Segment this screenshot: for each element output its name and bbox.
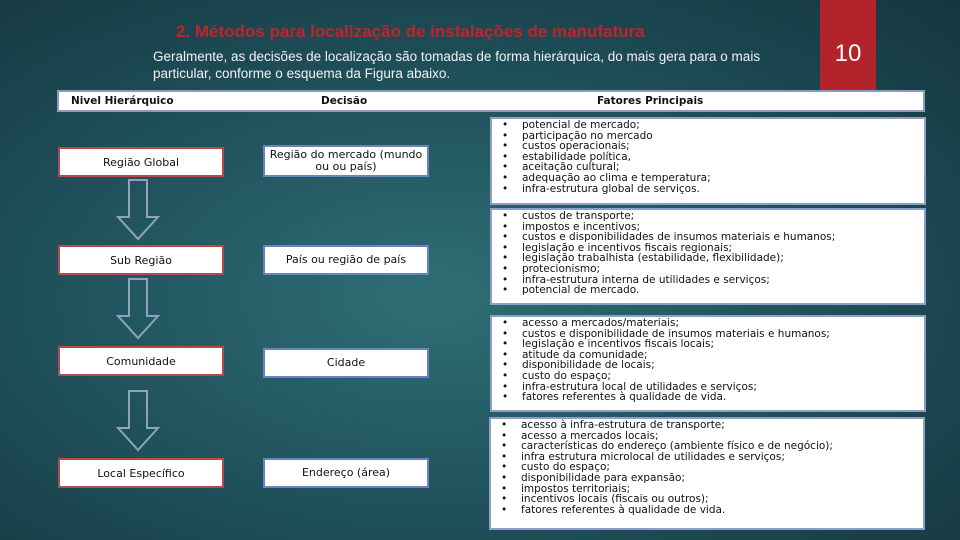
factor-item: • impostos territoriais; [499,484,919,495]
decision-label: País ou região de país [285,253,407,266]
factor-item: • adequação ao clima e temperatura; [500,173,920,184]
factors-list [500,318,920,403]
factor-item: • protecionismo; [500,264,920,275]
factor-item: • atitude da comunidade; [500,350,920,361]
slide-intro-text: Geralmente, as decisões de localização são tomadas de forma hierárquica, do mais gera para o mais particular, conforme o esquema da Figura abaixo. [153,49,761,81]
decision-box-market-region [263,145,429,177]
factor-item: • custos de transporte; [500,211,920,222]
factor-item: • fatores referentes à qualidade de vida. [499,505,919,516]
level-label: Região Global [102,155,179,169]
factors-box-global [490,117,926,205]
factors-box-specific-site [489,417,925,530]
factor-item: • disponibilidade para expansão; [499,473,919,484]
down-arrow-icon [116,179,160,241]
decision-label: Cidade [326,356,366,369]
factor-item: • custo do espaço; [500,371,920,382]
decision-box-city [263,348,429,378]
header-factors: Fatores Principais [597,95,704,107]
slide-title: 2. Métodos para localização de instalações de manufatura [176,22,645,41]
factor-item: • características do endereço (ambiente físico e de negócio); [499,441,919,452]
factor-item: • legislação trabalhista (estabilidade, flexibilidade); [500,253,920,264]
factor-item: • infra-estrutura local de utilidades e serviços; [500,382,920,393]
level-box-subregion [58,245,224,275]
down-arrow-icon [116,278,160,340]
factor-item: • legislação e incentivos fiscais regionais; [500,243,920,254]
header-level: Nivel Hierárquico [71,95,174,107]
factor-item: • custos e disponibilidades de insumos materiais e humanos; [500,232,920,243]
factor-item: • potencial de mercado; [500,120,920,131]
header-decision: Decisão [321,95,368,107]
factor-item: • infra-estrutura global de serviços. [500,184,920,195]
level-label: Sub Região [110,253,172,267]
factor-item: • infra estrutura microlocal de utilidades e serviços; [499,452,919,463]
factor-item: • estabilidade política, [500,152,920,163]
factor-item: • custos operacionais; [500,141,920,152]
decision-label: Endereço (área) [301,466,391,479]
page-number: 10 [834,40,862,67]
decision-label: Região do mercado (mundo ou ou país) [269,148,423,173]
factor-item: • custos e disponibilidade de insumos materiais e humanos; [500,329,920,340]
factor-item: • incentivos locais (fiscais ou outros); [499,494,919,505]
diagram-header [57,90,925,112]
level-box-global [58,147,224,177]
level-label: Local Específico [97,466,185,480]
factor-item: • fatores referentes à qualidade de vida. [500,392,920,403]
factor-item: • potencial de mercado. [500,285,920,296]
factors-box-subregion [490,208,926,305]
factor-item: • impostos e incentivos; [500,222,920,233]
level-box-community [58,346,224,376]
factor-item: • acesso a mercados locais; [499,431,919,442]
factor-item: • acesso a mercados/materiais; [500,318,920,329]
factor-item: • disponibilidade de locais; [500,360,920,371]
hierarchy-diagram [52,90,932,534]
factor-item: • custo do espaço; [499,462,919,473]
factor-item: • acesso à infra-estrutura de transporte; [499,420,919,431]
factor-item: • aceitação cultural; [500,162,920,173]
factors-list [500,211,920,296]
decision-box-country [263,245,429,275]
down-arrow-icon [116,390,160,452]
factors-box-community [490,315,926,412]
factors-list [500,120,920,194]
factor-item: • legislação e incentivos fiscais locais; [500,339,920,350]
factor-item: • infra-estrutura interna de utilidades e serviços; [500,275,920,286]
level-label: Comunidade [106,354,176,368]
factors-list [499,420,919,515]
factor-item: • participação no mercado [500,131,920,142]
decision-box-address [263,458,429,488]
level-box-specific-site [58,458,224,488]
